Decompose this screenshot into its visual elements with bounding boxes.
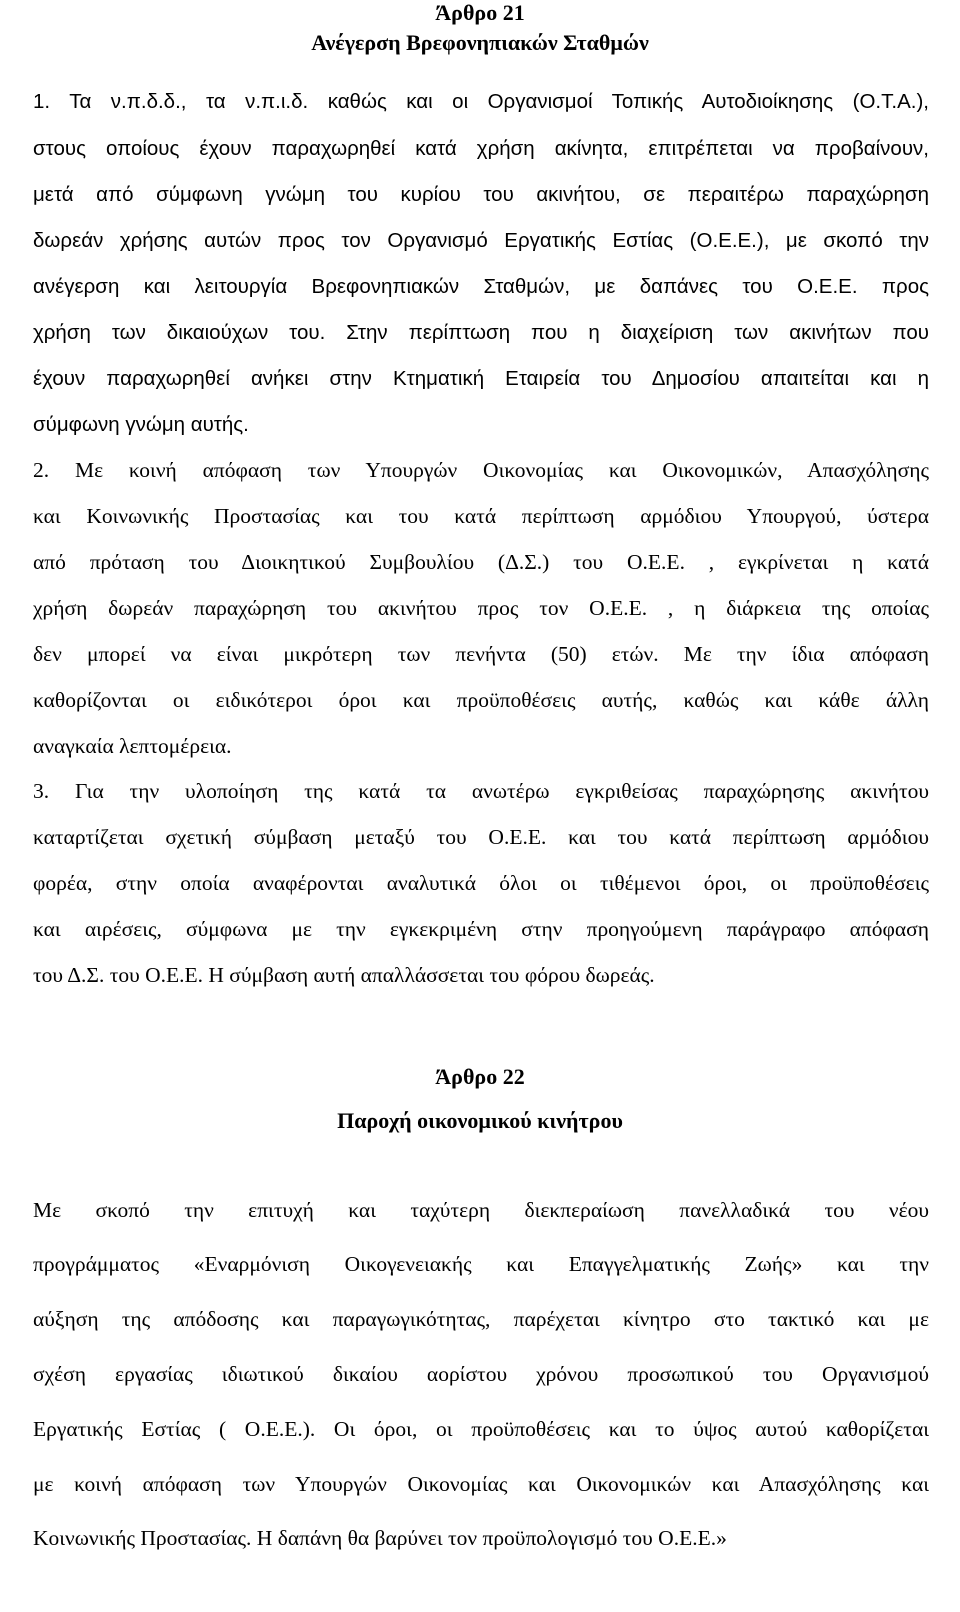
article-21-line: μετά από σύμφωνη γνώμη του κυρίου του ακινήτου, σε περαιτέρω παραχώρηση	[33, 183, 929, 206]
article-22-line: Εργατικής Εστίας ( Ο.Ε.Ε.). Οι όροι, οι προϋποθέσεις και το ύψος αυτού καθορίζεται	[33, 1417, 929, 1441]
article-22-line: Κοινωνικής Προστασίας. Η δαπάνη θα βαρύνει τον προϋπολογισμό του Ο.Ε.Ε.»	[33, 1526, 727, 1550]
article-22-line: προγράμματος «Εναρμόνιση Οικογενειακής και Επαγγελματικής Ζωής» και την	[33, 1252, 929, 1276]
article-21-line: 1. Τα ν.π.δ.δ., τα ν.π.ι.δ. καθώς και οι Οργανισμοί Τοπικής Αυτοδιοίκησης (Ο.Τ.Α.),	[33, 90, 929, 113]
article-21-line: δεν μπορεί να είναι μικρότερη των πενήντα (50) ετών. Με την ίδια απόφαση	[33, 642, 929, 666]
article-21-line: καταρτίζεται σχετική σύμβαση μεταξύ του Ο.Ε.Ε. και του κατά περίπτωση αρμόδιου	[33, 825, 929, 849]
article-22-line: Με σκοπό την επιτυχή και ταχύτερη διεκπεραίωση πανελλαδικά του νέου	[33, 1198, 929, 1222]
article-21-line: αναγκαία λεπτομέρεια.	[33, 734, 232, 758]
article-21-line: φορέα, στην οποία αναφέρονται αναλυτικά όλοι οι τιθέμενοι όροι, οι προϋποθέσεις	[33, 871, 929, 895]
article-21-title: Ανέγερση Βρεφονηπιακών Σταθμών	[311, 30, 649, 55]
article-21-line: χρήση των δικαιούχων του. Στην περίπτωση που η διαχείριση των ακινήτων που	[33, 321, 929, 344]
article-21-line: και Κοινωνικής Προστασίας και του κατά περίπτωση αρμόδιου Υπουργού, ύστερα	[33, 504, 929, 528]
article-21-line: 3. Για την υλοποίηση της κατά τα ανωτέρω εγκριθείσας παραχώρησης ακινήτου	[33, 779, 929, 803]
article-21-line: χρήση δωρεάν παραχώρηση του ακινήτου προς τον Ο.Ε.Ε. , η διάρκεια της οποίας	[33, 596, 929, 620]
article-22-line: σχέση εργασίας ιδιωτικού δικαίου αορίστου χρόνου προσωπικού του Οργανισμού	[33, 1362, 929, 1386]
article-21-line: στους οποίους έχουν παραχωρηθεί κατά χρήση ακίνητα, επιτρέπεται να προβαίνουν,	[33, 137, 929, 160]
article-21-line: 2. Με κοινή απόφαση των Υπουργών Οικονομίας και Οικονομικών, Απασχόλησης	[33, 458, 929, 482]
article-21-line: σύμφωνη γνώμη αυτής.	[33, 413, 249, 436]
article-21-line: από πρόταση του Διοικητικού Συμβουλίου (Δ.Σ.) του Ο.Ε.Ε. , εγκρίνεται η κατά	[33, 550, 929, 574]
article-21-line: δωρεάν χρήσης αυτών προς τον Οργανισμό Εργατικής Εστίας (Ο.Ε.Ε.), με σκοπό την	[33, 229, 929, 252]
article-22-heading: Άρθρο 22	[435, 1064, 525, 1089]
article-22-line: με κοινή απόφαση των Υπουργών Οικονομίας και Οικονομικών και Απασχόλησης και	[33, 1472, 929, 1496]
article-21-line: και αιρέσεις, σύμφωνα με την εγκεκριμένη στην προηγούμενη παράγραφο απόφαση	[33, 917, 929, 941]
article-22-line: αύξηση της απόδοσης και παραγωγικότητας, παρέχεται κίνητρο στο τακτικό και με	[33, 1307, 929, 1331]
article-21-line: του Δ.Σ. του Ο.Ε.Ε. Η σύμβαση αυτή απαλλάσσεται του φόρου δωρεάς.	[33, 963, 655, 987]
article-22-title: Παροχή οικονομικού κινήτρου	[337, 1108, 623, 1133]
article-21-line: ανέγερση και λειτουργία Βρεφονηπιακών Σταθμών, με δαπάνες του Ο.Ε.Ε. προς	[33, 275, 929, 298]
article-21-heading: Άρθρο 21	[435, 0, 525, 25]
article-21-line: έχουν παραχωρηθεί ανήκει στην Κτηματική Εταιρεία του Δημοσίου απαιτείται και η	[33, 367, 929, 390]
article-21-line: καθορίζονται οι ειδικότεροι όροι και προϋποθέσεις αυτής, καθώς και κάθε άλλη	[33, 688, 929, 712]
